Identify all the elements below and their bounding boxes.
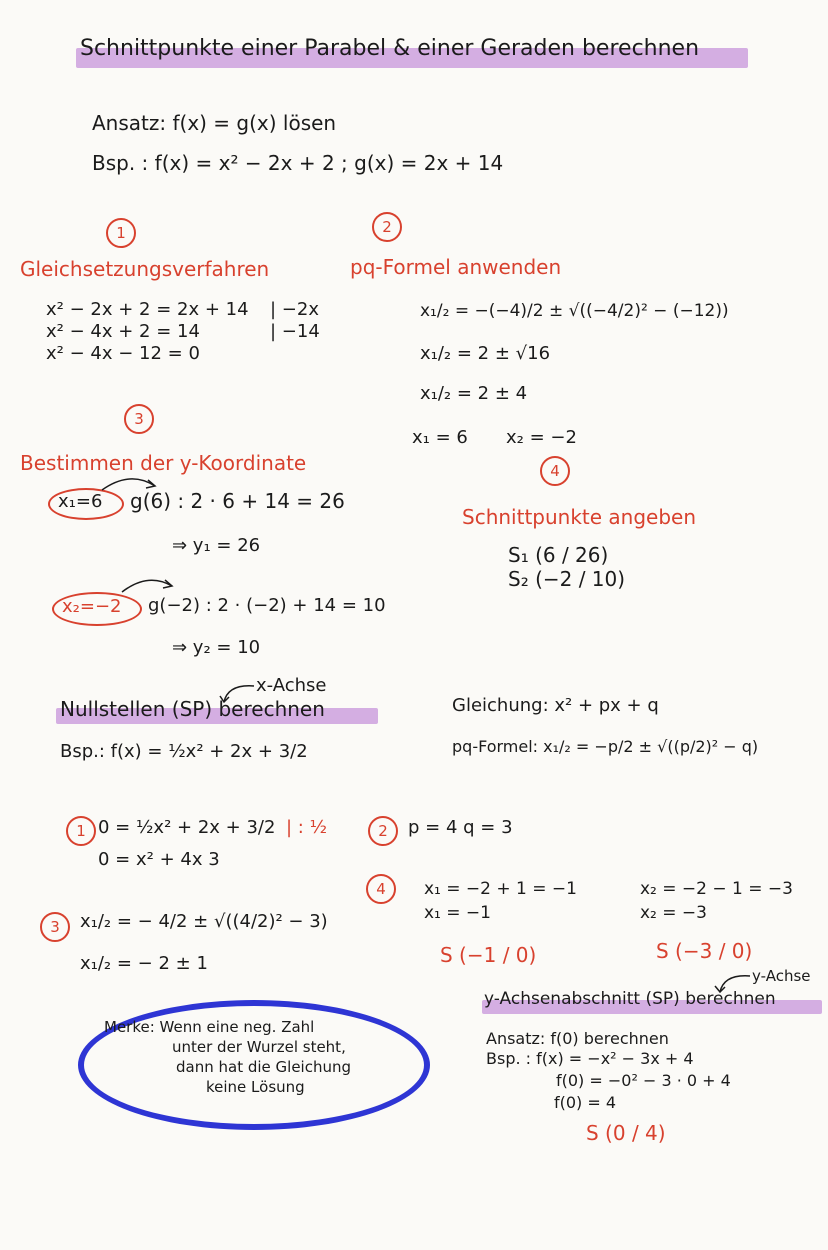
yachse-label: y-Achse (752, 967, 811, 985)
yachse-bsp: Bsp. : f(x) = −x² − 3x + 4 (486, 1049, 694, 1068)
pq-heading: pq-Formel anwenden (350, 255, 562, 279)
ansatz-line: Ansatz: f(x) = g(x) lösen (92, 111, 337, 135)
gleichsetzung-line-3: x² − 4x − 12 = 0 (46, 343, 200, 364)
nullstellen-step4b: x₁ = −1 (424, 903, 491, 923)
pq-line-2: x₁/₂ = 2 ± √16 (420, 343, 551, 364)
ykoord-y2: ⇒ y₂ = 10 (172, 637, 261, 658)
page-title: Schnittpunkte einer Parabel & einer Geraden berechnen (80, 36, 700, 61)
yachse-heading: y-Achsenabschnitt (SP) berechnen (484, 989, 776, 1009)
schnitt-s2: S₂ (−2 / 10) (508, 567, 626, 591)
yachse-line-2: f(0) = −0² − 3 · 0 + 4 (556, 1071, 731, 1090)
gleichsetzung-line-2: x² − 4x + 2 = 14 (46, 321, 200, 342)
nullstellen-step1b: 0 = x² + 4x 3 (98, 849, 220, 870)
step-4-marker: 4 (540, 456, 570, 486)
nullstellen-step3b: x₁/₂ = − 2 ± 1 (80, 953, 208, 974)
gleichsetzung-op-2: | −14 (270, 321, 320, 342)
yachse-sp: S (0 / 4) (586, 1121, 666, 1145)
nullstellen-step-3: 3 (40, 912, 70, 942)
nullstellen-step-2: 2 (368, 816, 398, 846)
gleichsetzung-line-1: x² − 2x + 2 = 2x + 14 (46, 299, 249, 320)
ykoord-g2: g(−2) : 2 · (−2) + 14 = 10 (148, 595, 386, 616)
ykoord-x2: x₂=−2 (62, 596, 122, 617)
step-1-marker: 1 (106, 218, 136, 248)
merke-line-3: dann hat die Gleichung (176, 1058, 352, 1076)
nullstellen-step4d: x₂ = −3 (640, 903, 707, 923)
gleichung-line-2: pq-Formel: x₁/₂ = −p/2 ± √((p/2)² − q) (452, 737, 759, 756)
schnitt-heading: Schnittpunkte angeben (462, 505, 697, 529)
step-3-marker: 3 (124, 404, 154, 434)
merke-line-1: Merke: Wenn eine neg. Zahl (104, 1018, 315, 1036)
ykoord-g1: g(6) : 2 · 6 + 14 = 26 (130, 489, 345, 513)
yachse-line-3: f(0) = 4 (554, 1093, 617, 1112)
ykoord-x1: x₁=6 (58, 491, 103, 512)
ykoord-heading: Bestimmen der y-Koordinate (20, 451, 307, 475)
pq-x2: x₂ = −2 (506, 427, 577, 448)
ykoord-y1: ⇒ y₁ = 26 (172, 535, 261, 556)
pq-line-3: x₁/₂ = 2 ± 4 (420, 383, 528, 404)
merke-line-2: unter der Wurzel steht, (172, 1038, 346, 1056)
pq-line-1: x₁/₂ = −(−4)/2 ± √((−4/2)² − (−12)) (420, 301, 729, 321)
gleichung-line-1: Gleichung: x² + px + q (452, 695, 659, 716)
beispiel-line: Bsp. : f(x) = x² − 2x + 2 ; g(x) = 2x + 14 (92, 151, 504, 175)
pq-x1: x₁ = 6 (412, 427, 468, 448)
nullstellen-sp1: S (−1 / 0) (440, 943, 537, 967)
nullstellen-step-4: 4 (366, 874, 396, 904)
nullstellen-step-1: 1 (66, 816, 96, 846)
merke-line-4: keine Lösung (206, 1078, 305, 1096)
nullstellen-step4c: x₂ = −2 − 1 = −3 (640, 879, 793, 899)
nullstellen-step1: 0 = ½x² + 2x + 3/2 (98, 817, 276, 838)
gleichsetzung-op-1: | −2x (270, 299, 319, 320)
nullstellen-heading: Nullstellen (SP) berechnen (60, 697, 325, 721)
nullstellen-step4a: x₁ = −2 + 1 = −1 (424, 879, 577, 899)
xachse-label: x-Achse (256, 675, 327, 696)
nullstellen-step1-op: | : ½ (286, 817, 328, 838)
x2-arrow-icon (120, 574, 180, 594)
step-2-marker: 2 (372, 212, 402, 242)
yachse-ansatz: Ansatz: f(0) berechnen (486, 1029, 669, 1048)
nullstellen-bsp: Bsp.: f(x) = ½x² + 2x + 3/2 (60, 741, 308, 762)
nullstellen-step2: p = 4 q = 3 (408, 817, 513, 838)
nullstellen-sp2: S (−3 / 0) (656, 939, 753, 963)
schnitt-s1: S₁ (6 / 26) (508, 543, 609, 567)
gleichsetzung-heading: Gleichsetzungsverfahren (20, 257, 270, 281)
nullstellen-step3a: x₁/₂ = − 4/2 ± √((4/2)² − 3) (80, 911, 328, 932)
